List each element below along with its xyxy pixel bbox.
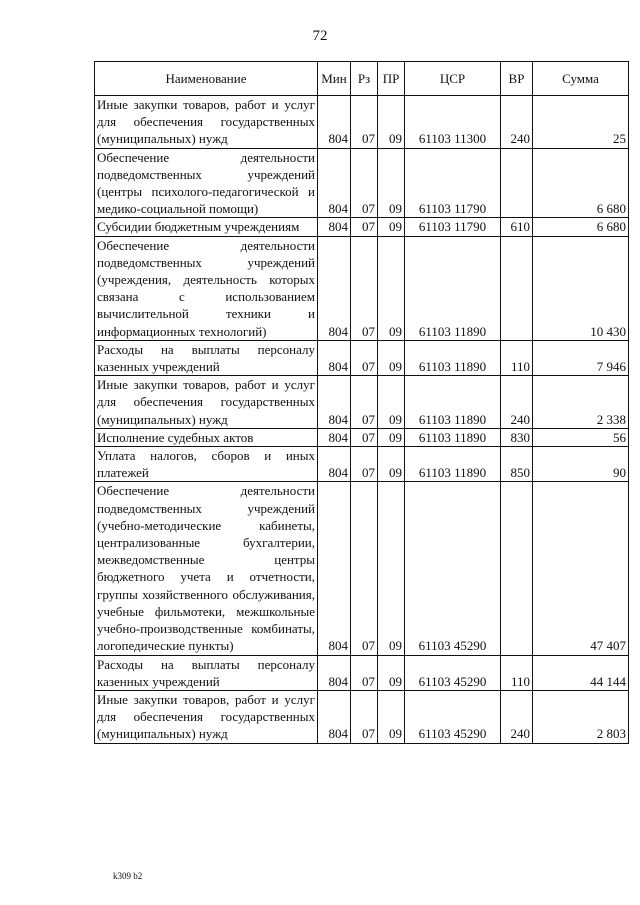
cell-pr: 09 — [378, 655, 405, 690]
cell-pr: 09 — [378, 482, 405, 655]
cell-name: Исполнение судебных актов — [95, 428, 318, 446]
cell-pr: 09 — [378, 447, 405, 482]
cell-pr: 09 — [378, 236, 405, 340]
cell-vr — [501, 148, 533, 218]
cell-rz: 07 — [351, 376, 378, 429]
cell-sum: 90 — [533, 447, 629, 482]
cell-csr: 61103 45290 — [405, 655, 501, 690]
cell-rz: 07 — [351, 340, 378, 375]
table-row — [95, 236, 629, 340]
cell-name: Иные закупки товаров, работ и услуг для обеспечения государственных (муниципальных) нужд — [95, 96, 318, 149]
cell-min: 804 — [318, 690, 351, 743]
cell-sum: 47 407 — [533, 482, 629, 655]
cell-rz: 07 — [351, 148, 378, 218]
header-csr: ЦСР — [405, 62, 501, 96]
cell-min: 804 — [318, 376, 351, 429]
table-row — [95, 447, 629, 482]
table-body — [95, 96, 629, 744]
cell-vr: 110 — [501, 655, 533, 690]
cell-csr: 61103 11790 — [405, 148, 501, 218]
cell-min: 804 — [318, 428, 351, 446]
table-row — [95, 428, 629, 446]
cell-sum: 2 803 — [533, 690, 629, 743]
table-row — [95, 340, 629, 375]
cell-csr: 61103 11300 — [405, 96, 501, 149]
cell-csr: 61103 45290 — [405, 690, 501, 743]
header-sum: Сумма — [533, 62, 629, 96]
table-row — [95, 376, 629, 429]
cell-sum: 10 430 — [533, 236, 629, 340]
cell-rz: 07 — [351, 96, 378, 149]
cell-pr: 09 — [378, 96, 405, 149]
cell-pr: 09 — [378, 218, 405, 236]
cell-csr: 61103 11890 — [405, 376, 501, 429]
table-row — [95, 655, 629, 690]
cell-rz: 07 — [351, 447, 378, 482]
cell-vr: 610 — [501, 218, 533, 236]
header-vr: ВР — [501, 62, 533, 96]
cell-csr: 61103 11890 — [405, 428, 501, 446]
cell-pr: 09 — [378, 148, 405, 218]
header-name: Наименование — [95, 62, 318, 96]
cell-name: Иные закупки товаров, работ и услуг для обеспечения государственных (муниципальных) нужд — [95, 376, 318, 429]
cell-min: 804 — [318, 340, 351, 375]
cell-sum: 2 338 — [533, 376, 629, 429]
cell-vr: 850 — [501, 447, 533, 482]
table-row — [95, 148, 629, 218]
cell-pr: 09 — [378, 340, 405, 375]
cell-min: 804 — [318, 96, 351, 149]
footer-code: k309 b2 — [113, 871, 143, 881]
cell-csr: 61103 11890 — [405, 340, 501, 375]
cell-min: 804 — [318, 482, 351, 655]
cell-pr: 09 — [378, 690, 405, 743]
cell-name: Обеспечение деятельности подведомственных учреждений (учреждения, деятельность которых связана с использованием вычислительной техники и информационных технологий) — [95, 236, 318, 340]
cell-name: Субсидии бюджетным учреждениям — [95, 218, 318, 236]
cell-rz: 07 — [351, 218, 378, 236]
cell-sum: 7 946 — [533, 340, 629, 375]
cell-rz: 07 — [351, 236, 378, 340]
header-min: Мин — [318, 62, 351, 96]
cell-csr: 61103 11790 — [405, 218, 501, 236]
table-row — [95, 96, 629, 149]
cell-rz: 07 — [351, 655, 378, 690]
cell-sum: 25 — [533, 96, 629, 149]
cell-vr — [501, 236, 533, 340]
header-rz: Рз — [351, 62, 378, 96]
cell-sum: 44 144 — [533, 655, 629, 690]
cell-vr: 110 — [501, 340, 533, 375]
cell-name: Обеспечение деятельности подведомственных учреждений (учебно-методические кабинеты, централизованные бухгалтерии, межведомственные центры бюджетного учета и отчетности, группы хозяйственного обслуживания, учебные фильмотеки, межшкольные учебно-производственные комбинаты, логопедические пункты) — [95, 482, 318, 655]
cell-name: Расходы на выплаты персоналу казенных учреждений — [95, 340, 318, 375]
cell-min: 804 — [318, 236, 351, 340]
cell-name: Расходы на выплаты персоналу казенных учреждений — [95, 655, 318, 690]
table-header-row — [95, 62, 629, 96]
cell-csr: 61103 11890 — [405, 236, 501, 340]
cell-vr: 240 — [501, 376, 533, 429]
cell-pr: 09 — [378, 428, 405, 446]
cell-min: 804 — [318, 218, 351, 236]
cell-pr: 09 — [378, 376, 405, 429]
table-row — [95, 690, 629, 743]
cell-vr — [501, 482, 533, 655]
cell-min: 804 — [318, 148, 351, 218]
table-row — [95, 218, 629, 236]
cell-csr: 61103 45290 — [405, 482, 501, 655]
cell-sum: 6 680 — [533, 218, 629, 236]
cell-sum: 56 — [533, 428, 629, 446]
page-number: 72 — [312, 28, 328, 44]
cell-rz: 07 — [351, 482, 378, 655]
cell-rz: 07 — [351, 690, 378, 743]
cell-csr: 61103 11890 — [405, 447, 501, 482]
cell-sum: 6 680 — [533, 148, 629, 218]
cell-name: Обеспечение деятельности подведомственных учреждений (центры психолого-педагогической и медико-социальной помощи) — [95, 148, 318, 218]
header-pr: ПР — [378, 62, 405, 96]
cell-vr: 240 — [501, 96, 533, 149]
cell-vr: 830 — [501, 428, 533, 446]
cell-min: 804 — [318, 655, 351, 690]
cell-rz: 07 — [351, 428, 378, 446]
budget-table — [94, 61, 629, 744]
cell-vr: 240 — [501, 690, 533, 743]
cell-min: 804 — [318, 447, 351, 482]
cell-name: Уплата налогов, сборов и иных платежей — [95, 447, 318, 482]
table-row — [95, 482, 629, 655]
cell-name: Иные закупки товаров, работ и услуг для обеспечения государственных (муниципальных) нужд — [95, 690, 318, 743]
